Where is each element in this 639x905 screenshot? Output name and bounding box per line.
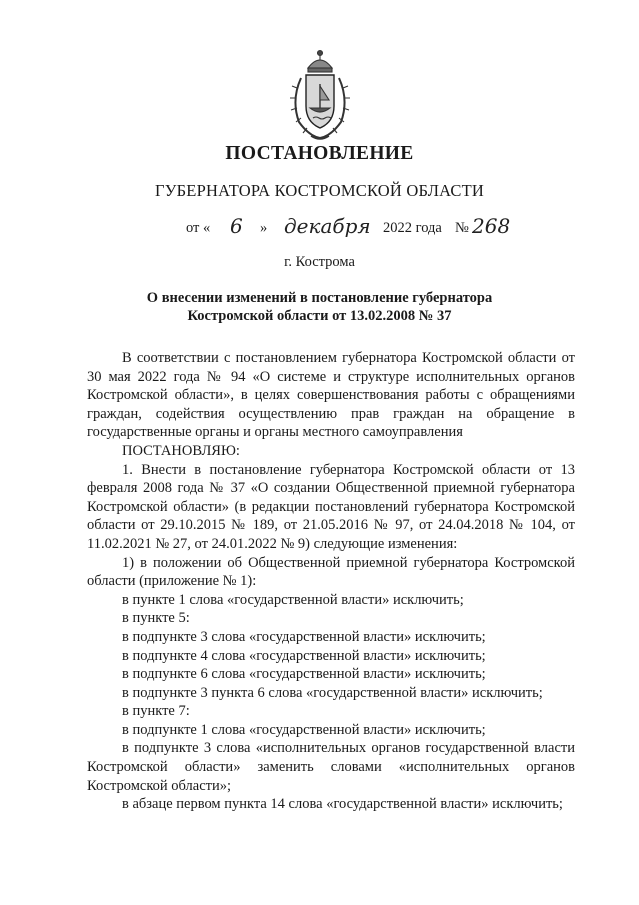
coat-of-arms-icon — [287, 48, 353, 142]
paragraph: в подпункте 3 слова «исполнительных органов государственной власти Костромской области» заменить словами «исполнительных органов Костромской области»; — [87, 740, 575, 794]
document-heading — [0, 289, 639, 325]
number-prefix: № — [455, 220, 469, 236]
paragraph: в подпункте 3 пункта 6 слова «государственной власти» исключить; — [122, 684, 543, 701]
document-subtitle: ГУБЕРНАТОРА КОСТРОМСКОЙ ОБЛАСТИ — [155, 181, 484, 200]
paragraph: в подпункте 4 слова «государственной власти» исключить; — [122, 647, 486, 664]
paragraph: в пункте 1 слова «государственной власти» исключить; — [122, 591, 464, 608]
date-quote-close: » — [260, 220, 268, 236]
paragraph: в подпункте 3 слова «государственной власти» исключить; — [122, 628, 486, 645]
date-year: 2022 года — [383, 220, 442, 236]
heading-line-1: О внесении изменений в постановление губернатора — [146, 290, 493, 306]
paragraph: ПОСТАНОВЛЯЮ: — [122, 442, 240, 459]
date-prefix: от « — [186, 220, 211, 236]
heading-line-2: Костромской области от 13.02.2008 № 37 — [187, 308, 452, 324]
paragraph: в подпункте 1 слова «государственной власти» исключить; — [122, 721, 486, 738]
document-title: ПОСТАНОВЛЕНИЕ — [225, 143, 414, 164]
document-body — [87, 349, 575, 814]
paragraph: В соответствии с постановлением губернатора Костромской области от 30 мая 2022 года № 94 «О системе и структуре исполнительных органов Костромской области», в целях совершенствования работы с обращениями граждан, содействия осуществлению прав граждан на обращение в государственные органы и органы местного самоуправления — [87, 350, 575, 441]
date-month: декабря — [284, 214, 371, 238]
paragraph: 1. Внести в постановление губернатора Костромской области от 13 февраля 2008 года № 37 «О создании Общественной приемной губернатора Костромской области» (в редакции постановлений губернатора Костромской области от 29.10.2015 № 189, от 21.05.2016 № 97, от 24.04.2018 № 104, от 11.02.2021 № 27, от 24.01.2022 № 9) следующие изменения: — [87, 461, 575, 552]
date-day: 6 — [230, 214, 243, 238]
date-line — [186, 214, 526, 244]
paragraph: 1) в положении об Общественной приемной губернатора Костромской области (приложение № 1): — [87, 554, 575, 590]
paragraph: в подпункте 6 слова «государственной власти» исключить; — [122, 666, 486, 683]
paragraph: в абзаце первом пункта 14 слова «государственной власти» исключить; — [122, 796, 563, 813]
paragraph: в пункте 7: — [122, 703, 190, 720]
document-number: 268 — [472, 214, 511, 238]
paragraph: в пункте 5: — [122, 610, 190, 627]
city-line: г. Кострома — [284, 254, 355, 270]
